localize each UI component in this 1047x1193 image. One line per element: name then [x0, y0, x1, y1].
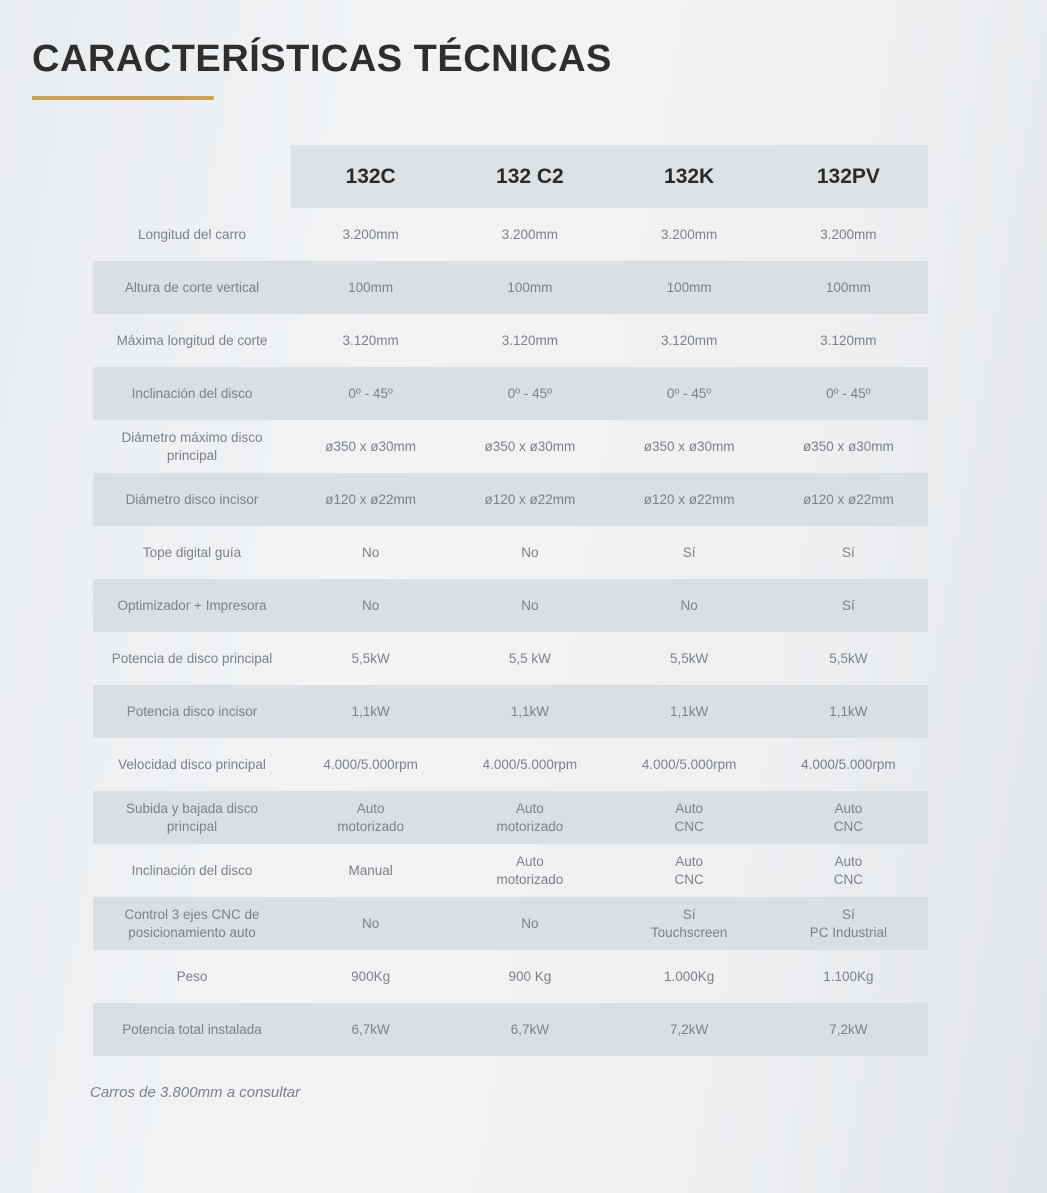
spec-value-line: 0º - 45º — [666, 385, 712, 401]
model-header: 132K — [664, 164, 715, 188]
spec-value — [450, 438, 609, 456]
spec-value-line: ø120 x ø22mm — [484, 491, 576, 507]
spec-value-line: PC Industrial — [809, 924, 888, 940]
row-label-line: Potencia disco incisor — [126, 703, 258, 719]
header-spacer — [93, 145, 291, 208]
spec-value-line: 1,1kW — [351, 703, 390, 719]
spec-value-line: No — [680, 597, 698, 613]
spec-value-line: Sí — [682, 906, 696, 922]
table-row — [93, 526, 928, 579]
row-label — [93, 862, 291, 880]
row-label-line: Peso — [176, 968, 208, 984]
row-label-line: Control 3 ejes CNC de — [124, 906, 260, 922]
table-body — [93, 208, 928, 1056]
spec-value-line: 1,1kW — [510, 703, 549, 719]
spec-value — [610, 650, 769, 668]
spec-value-line: 100mm — [348, 279, 394, 295]
spec-value — [610, 968, 769, 986]
table-row — [93, 632, 928, 685]
row-label — [93, 491, 291, 509]
spec-value — [450, 332, 609, 350]
spec-value-line: 3.120mm — [342, 332, 399, 348]
spec-value — [450, 968, 609, 986]
header-cells — [291, 145, 928, 208]
spec-value — [291, 650, 450, 668]
spec-value — [450, 279, 609, 297]
row-label-line: principal — [166, 447, 218, 463]
spec-value — [450, 915, 609, 933]
spec-value-line: 5,5 kW — [508, 650, 551, 666]
spec-value — [610, 906, 769, 942]
spec-value — [450, 1021, 609, 1039]
row-label — [93, 756, 291, 774]
spec-value-line: ø120 x ø22mm — [802, 491, 894, 507]
table-row — [93, 473, 928, 526]
spec-value — [450, 703, 609, 721]
spec-value — [450, 650, 609, 668]
spec-value — [610, 226, 769, 244]
spec-value-line: Auto — [515, 853, 544, 869]
spec-value — [291, 332, 450, 350]
table-row — [93, 367, 928, 420]
spec-value-line: 3.200mm — [501, 226, 559, 242]
spec-value-line: 3.120mm — [820, 332, 877, 348]
table-row — [93, 791, 928, 844]
row-label-line: Velocidad disco principal — [118, 756, 266, 772]
page-title: CARACTERÍSTICAS TÉCNICAS — [32, 38, 612, 80]
spec-value-line: 7,2kW — [829, 1021, 868, 1037]
row-label-line: Diámetro disco incisor — [125, 491, 259, 507]
spec-value — [610, 438, 769, 456]
spec-value — [291, 438, 450, 456]
row-label-line: Potencia de disco principal — [111, 650, 273, 666]
table-row — [93, 950, 928, 1003]
spec-value-line: 5,5kW — [829, 650, 868, 666]
spec-value-line: 3.120mm — [501, 332, 559, 348]
spec-value-line: 4.000/5.000rpm — [641, 756, 737, 772]
spec-value — [291, 800, 450, 836]
footnote: Carros de 3.800mm a consultar — [90, 1084, 301, 1101]
row-label-line: Optimizador + Impresora — [117, 597, 267, 613]
table-row — [93, 208, 928, 261]
table-header — [93, 145, 928, 208]
spec-value — [291, 597, 450, 615]
spec-value-line: ø350 x ø30mm — [802, 438, 894, 454]
row-label-line: Inclinación del disco — [131, 385, 253, 401]
row-label — [93, 226, 291, 244]
row-label-line: posicionamiento auto — [128, 924, 256, 940]
spec-value — [769, 1021, 928, 1039]
spec-value — [291, 279, 450, 297]
spec-value-line: 6,7kW — [510, 1021, 549, 1037]
spec-value-line: motorizado — [496, 871, 564, 887]
spec-value-line: 900Kg — [351, 968, 391, 984]
spec-value-line: 1,1kW — [829, 703, 868, 719]
spec-value-line: ø350 x ø30mm — [643, 438, 735, 454]
spec-value-line: Touchscreen — [650, 924, 728, 940]
spec-value — [291, 703, 450, 721]
row-label-line: Longitud del carro — [137, 226, 247, 242]
row-label — [93, 968, 291, 986]
spec-value — [291, 491, 450, 509]
spec-value-line: 4.000/5.000rpm — [801, 756, 896, 772]
spec-value-line: motorizado — [496, 818, 564, 834]
spec-value — [291, 862, 450, 880]
spec-value — [291, 756, 450, 774]
spec-value — [769, 968, 928, 986]
spec-value — [769, 650, 928, 668]
spec-value-line: 1.000Kg — [663, 968, 715, 984]
spec-value — [769, 597, 928, 615]
spec-value — [769, 226, 928, 244]
row-label-line: Subida y bajada disco — [125, 800, 259, 816]
spec-value-line: 900 Kg — [508, 968, 552, 984]
spec-value — [291, 226, 450, 244]
spec-value-line: Auto — [675, 800, 704, 816]
row-label-line: Potencia total instalada — [122, 1021, 262, 1037]
spec-value — [291, 544, 450, 562]
spec-value — [769, 756, 928, 774]
spec-value-line: ø350 x ø30mm — [325, 438, 417, 454]
row-label — [93, 429, 291, 465]
spec-value-line: Sí — [841, 906, 855, 922]
spec-value-line: CNC — [833, 818, 863, 834]
spec-value-line: Manual — [348, 862, 393, 878]
spec-value — [610, 544, 769, 562]
spec-value-line: 100mm — [666, 279, 712, 295]
spec-value-line: CNC — [674, 818, 704, 834]
spec-value-line: ø120 x ø22mm — [643, 491, 735, 507]
spec-value — [450, 853, 609, 889]
spec-value-line: 5,5kW — [351, 650, 390, 666]
spec-value-line: ø350 x ø30mm — [484, 438, 576, 454]
table-row — [93, 844, 928, 897]
table-row — [93, 897, 928, 950]
table-row — [93, 261, 928, 314]
spec-value — [610, 332, 769, 350]
spec-table — [93, 145, 928, 1056]
spec-value — [291, 1021, 450, 1039]
spec-value-line: No — [521, 544, 539, 560]
model-header: 132 C2 — [496, 164, 564, 188]
row-label — [93, 800, 291, 836]
spec-value — [769, 544, 928, 562]
spec-value-line: 1.100Kg — [823, 968, 874, 984]
spec-value — [450, 800, 609, 836]
table-row — [93, 579, 928, 632]
spec-value-line: Auto — [675, 853, 704, 869]
row-label-line: Tope digital guía — [142, 544, 242, 560]
spec-value-line: ø120 x ø22mm — [325, 491, 417, 507]
spec-value — [769, 800, 928, 836]
spec-value — [450, 597, 609, 615]
spec-value-line: No — [521, 915, 539, 931]
spec-value-line: CNC — [674, 871, 704, 887]
spec-value-line: 100mm — [825, 279, 871, 295]
spec-value-line: motorizado — [337, 818, 405, 834]
row-label-line: Máxima longitud de corte — [116, 332, 268, 348]
row-label — [93, 597, 291, 615]
spec-value-line: Auto — [834, 853, 863, 869]
row-label — [93, 1021, 291, 1039]
spec-value — [610, 853, 769, 889]
spec-value-line: Auto — [834, 800, 863, 816]
row-label — [93, 703, 291, 721]
spec-value — [769, 332, 928, 350]
row-label — [93, 906, 291, 942]
spec-value — [769, 438, 928, 456]
spec-value — [291, 968, 450, 986]
spec-value-line: Auto — [356, 800, 385, 816]
spec-value — [610, 1021, 769, 1039]
spec-value — [769, 279, 928, 297]
spec-value-line: Sí — [841, 544, 855, 560]
spec-value — [610, 800, 769, 836]
spec-value — [769, 906, 928, 942]
spec-value — [450, 756, 609, 774]
spec-value-line: Auto — [515, 800, 544, 816]
row-label-line: Inclinación del disco — [131, 862, 253, 878]
row-label-line: principal — [166, 818, 218, 834]
spec-value — [610, 279, 769, 297]
spec-value-line: 5,5kW — [669, 650, 709, 666]
spec-value-line: No — [361, 544, 380, 560]
spec-value-line: CNC — [833, 871, 863, 887]
spec-value-line: 3.120mm — [660, 332, 718, 348]
spec-value-line: 0º - 45º — [507, 385, 553, 401]
spec-value — [450, 491, 609, 509]
spec-value-line: 1,1kW — [669, 703, 709, 719]
row-label — [93, 332, 291, 350]
spec-value — [450, 226, 609, 244]
spec-value-line: 3.200mm — [660, 226, 718, 242]
row-label — [93, 544, 291, 562]
table-row — [93, 1003, 928, 1056]
spec-value-line: No — [361, 597, 380, 613]
spec-value-line: No — [521, 597, 539, 613]
title-underline — [32, 96, 214, 100]
spec-value-line: 3.200mm — [820, 226, 877, 242]
spec-value — [291, 385, 450, 403]
spec-value — [769, 491, 928, 509]
spec-value — [610, 703, 769, 721]
spec-value — [610, 491, 769, 509]
spec-value-line: 4.000/5.000rpm — [482, 756, 578, 772]
spec-value-line: Sí — [682, 544, 696, 560]
spec-value-line: 0º - 45º — [826, 385, 871, 401]
row-label-line: Diámetro máximo disco — [121, 429, 263, 445]
spec-value — [450, 544, 609, 562]
spec-value — [610, 756, 769, 774]
spec-value-line: 3.200mm — [342, 226, 399, 242]
row-label — [93, 650, 291, 668]
model-header: 132PV — [816, 164, 880, 188]
spec-value-line: Sí — [841, 597, 855, 613]
spec-value — [769, 853, 928, 889]
row-label — [93, 385, 291, 403]
spec-value — [450, 385, 609, 403]
spec-value — [769, 385, 928, 403]
row-label-line: Altura de corte vertical — [124, 279, 260, 295]
table-row — [93, 314, 928, 367]
model-header: 132C — [345, 164, 396, 188]
table-row — [93, 685, 928, 738]
table-row — [93, 738, 928, 791]
spec-value — [769, 703, 928, 721]
spec-value — [610, 597, 769, 615]
spec-value-line: 100mm — [507, 279, 553, 295]
spec-value-line: 0º - 45º — [348, 385, 393, 401]
spec-value-line: No — [361, 915, 380, 931]
spec-value-line: 6,7kW — [351, 1021, 390, 1037]
table-row — [93, 420, 928, 473]
spec-value-line: 7,2kW — [669, 1021, 709, 1037]
spec-value — [291, 915, 450, 933]
row-label — [93, 279, 291, 297]
spec-value-line: 4.000/5.000rpm — [323, 756, 418, 772]
spec-value — [610, 385, 769, 403]
